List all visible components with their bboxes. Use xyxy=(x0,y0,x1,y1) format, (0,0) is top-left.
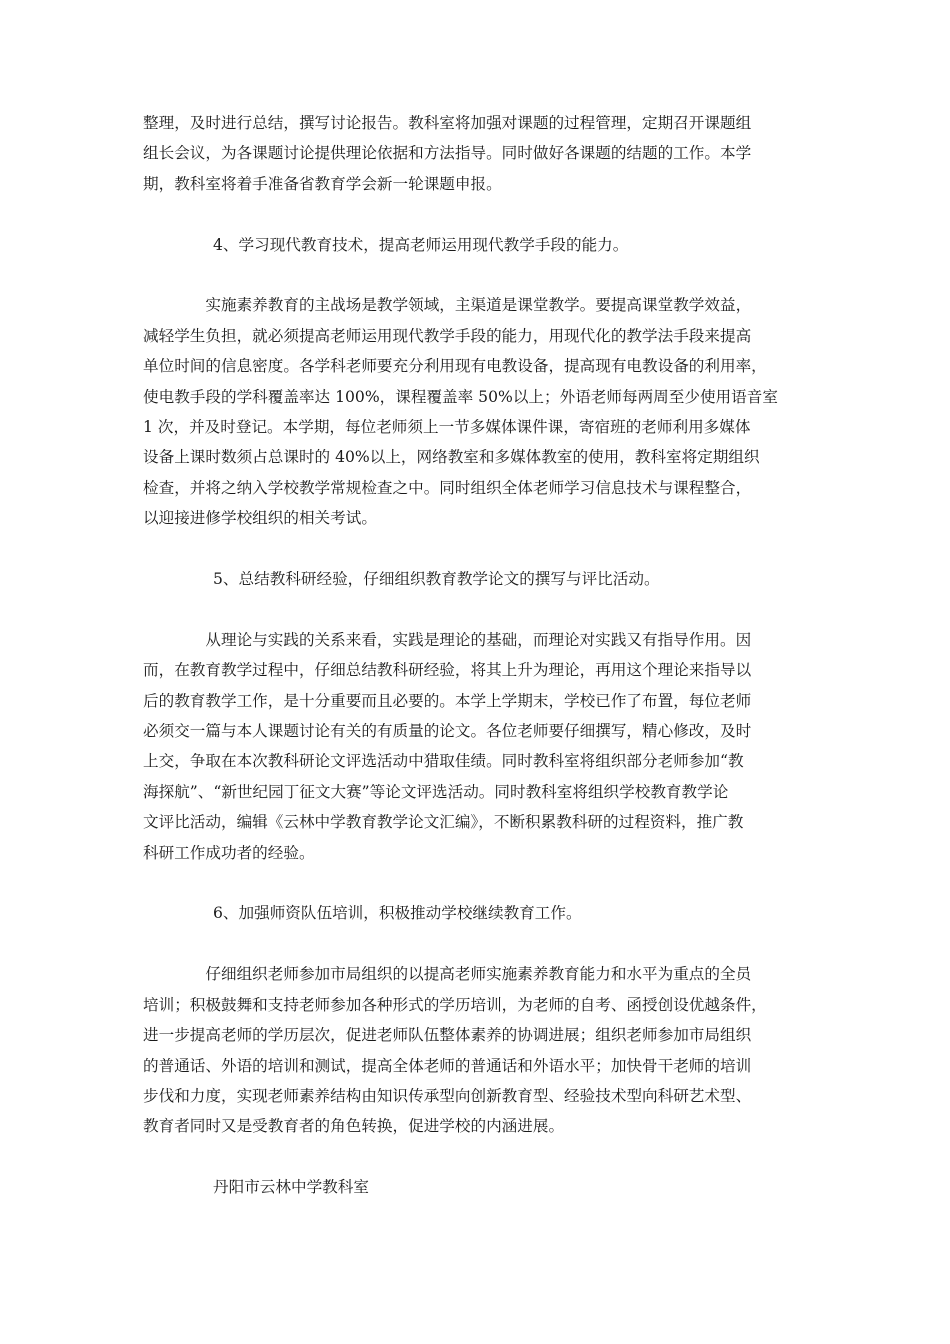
section-heading-5: 5、总结教科研经验，仔细组织教育教学论文的撰写与评比活动。 xyxy=(213,570,660,589)
signature: 丹阳市云林中学教科室 xyxy=(213,1178,369,1197)
paragraph-gap xyxy=(143,1142,809,1172)
paragraph-gap xyxy=(143,199,809,229)
text-line: 教育者同时又是受教育者的角色转换，促进学校的内涵进展。 xyxy=(143,1117,565,1136)
paragraph-gap xyxy=(143,868,809,898)
text-line: 以迎接进修学校组织的相关考试。 xyxy=(143,509,377,528)
text-line: 设备上课时数须占总课时的 40%以上，网络教室和多媒体教室的使用，教科室将定期组织 xyxy=(143,448,760,467)
text-line: 文评比活动，编辑《云林中学教育教学论文汇编》，不断积累教科研的过程资料，推广教 xyxy=(143,813,744,832)
text-line: 单位时间的信息密度。各学科老师要充分利用现有电教设备，提高现有电教设备的利用率， xyxy=(143,357,767,376)
paragraph-section-5 xyxy=(143,625,809,868)
text-line: 检查，并将之纳入学校教学常规检查之中。同时组织全体老师学习信息技术与课程整合， xyxy=(143,478,752,497)
text-line: 后的教育教学工作，是十分重要而且必要的。本学上学期末，学校已作了布置，每位老师 xyxy=(143,691,752,710)
text-line: 上交，争取在本次教科研论文评选活动中猎取佳绩。同时教科室将组织部分老师参加“教 xyxy=(143,752,744,771)
text-line: 科研工作成功者的经验。 xyxy=(143,843,315,862)
text-line: 的普通话、外语的培训和测试，提高全体老师的普通话和外语水平；加快骨干老师的培训 xyxy=(143,1056,752,1075)
paragraph-section-6 xyxy=(143,959,809,1141)
text-line: 进一步提高老师的学历层次，促进老师队伍整体素养的协调进展；组织老师参加市局组织 xyxy=(143,1026,752,1045)
text-line: 从理论与实践的关系来看，实践是理论的基础，而理论对实践又有指导作用。因 xyxy=(143,630,752,649)
text-line: 海探航”、“新世纪园丁征文大赛”等论文评选活动。同时教科室将组织学校教育教学论 xyxy=(143,782,729,801)
paragraph-gap xyxy=(143,534,809,564)
section-heading-4: 4、学习现代教育技术，提高老师运用现代教学手段的能力。 xyxy=(213,235,629,254)
text-line: 而，在教育教学过程中，仔细总结教科研经验，将其上升为理论，再用这个理论来指导以 xyxy=(143,661,752,680)
text-line: 组长会议，为各课题讨论提供理论依据和方法指导。同时做好各课题的结题的工作。本学 xyxy=(143,144,752,163)
paragraph-gap xyxy=(143,594,809,624)
paragraph-section-4 xyxy=(143,290,809,533)
text-line: 整理，及时进行总结，撰写讨论报告。教科室将加强对课题的过程管理，定期召开课题组 xyxy=(143,114,752,132)
section-heading-6: 6、加强师资队伍培训，积极推动学校继续教育工作。 xyxy=(213,904,582,923)
text-line: 培训；积极鼓舞和支持老师参加各种形式的学历培训，为老师的自考、函授创设优越条件， xyxy=(143,995,767,1014)
text-line: 步伐和力度，实现老师素养结构由知识传承型向创新教育型、经验技术型向科研艺术型、 xyxy=(143,1086,752,1105)
document-body xyxy=(143,108,809,1203)
text-line: 1 次，并及时登记。本学期，每位老师须上一节多媒体课件课，寄宿班的老师利用多媒体 xyxy=(143,418,751,437)
paragraph-gap xyxy=(143,260,809,290)
text-line: 减轻学生负担，就必须提高老师运用现代教学手段的能力，用现代化的教学法手段来提高 xyxy=(143,326,752,345)
paragraph-gap xyxy=(143,929,809,959)
text-line: 期，教科室将着手准备省教育学会新一轮课题申报。 xyxy=(143,174,502,193)
text-line: 使电教手段的学科覆盖率达 100%，课程覆盖率 50%以上；外语老师每两周至少使用语音室 xyxy=(143,387,778,406)
paragraph-intro xyxy=(143,108,809,199)
text-line: 必须交一篇与本人课题讨论有关的有质量的论文。各位老师要仔细撰写，精心修改，及时 xyxy=(143,722,752,741)
text-line: 实施素养教育的主战场是教学领域，主渠道是课堂教学。要提高课堂教学效益， xyxy=(143,296,752,315)
text-line: 仔细组织老师参加市局组织的以提高老师实施素养教育能力和水平为重点的全员 xyxy=(143,965,752,984)
